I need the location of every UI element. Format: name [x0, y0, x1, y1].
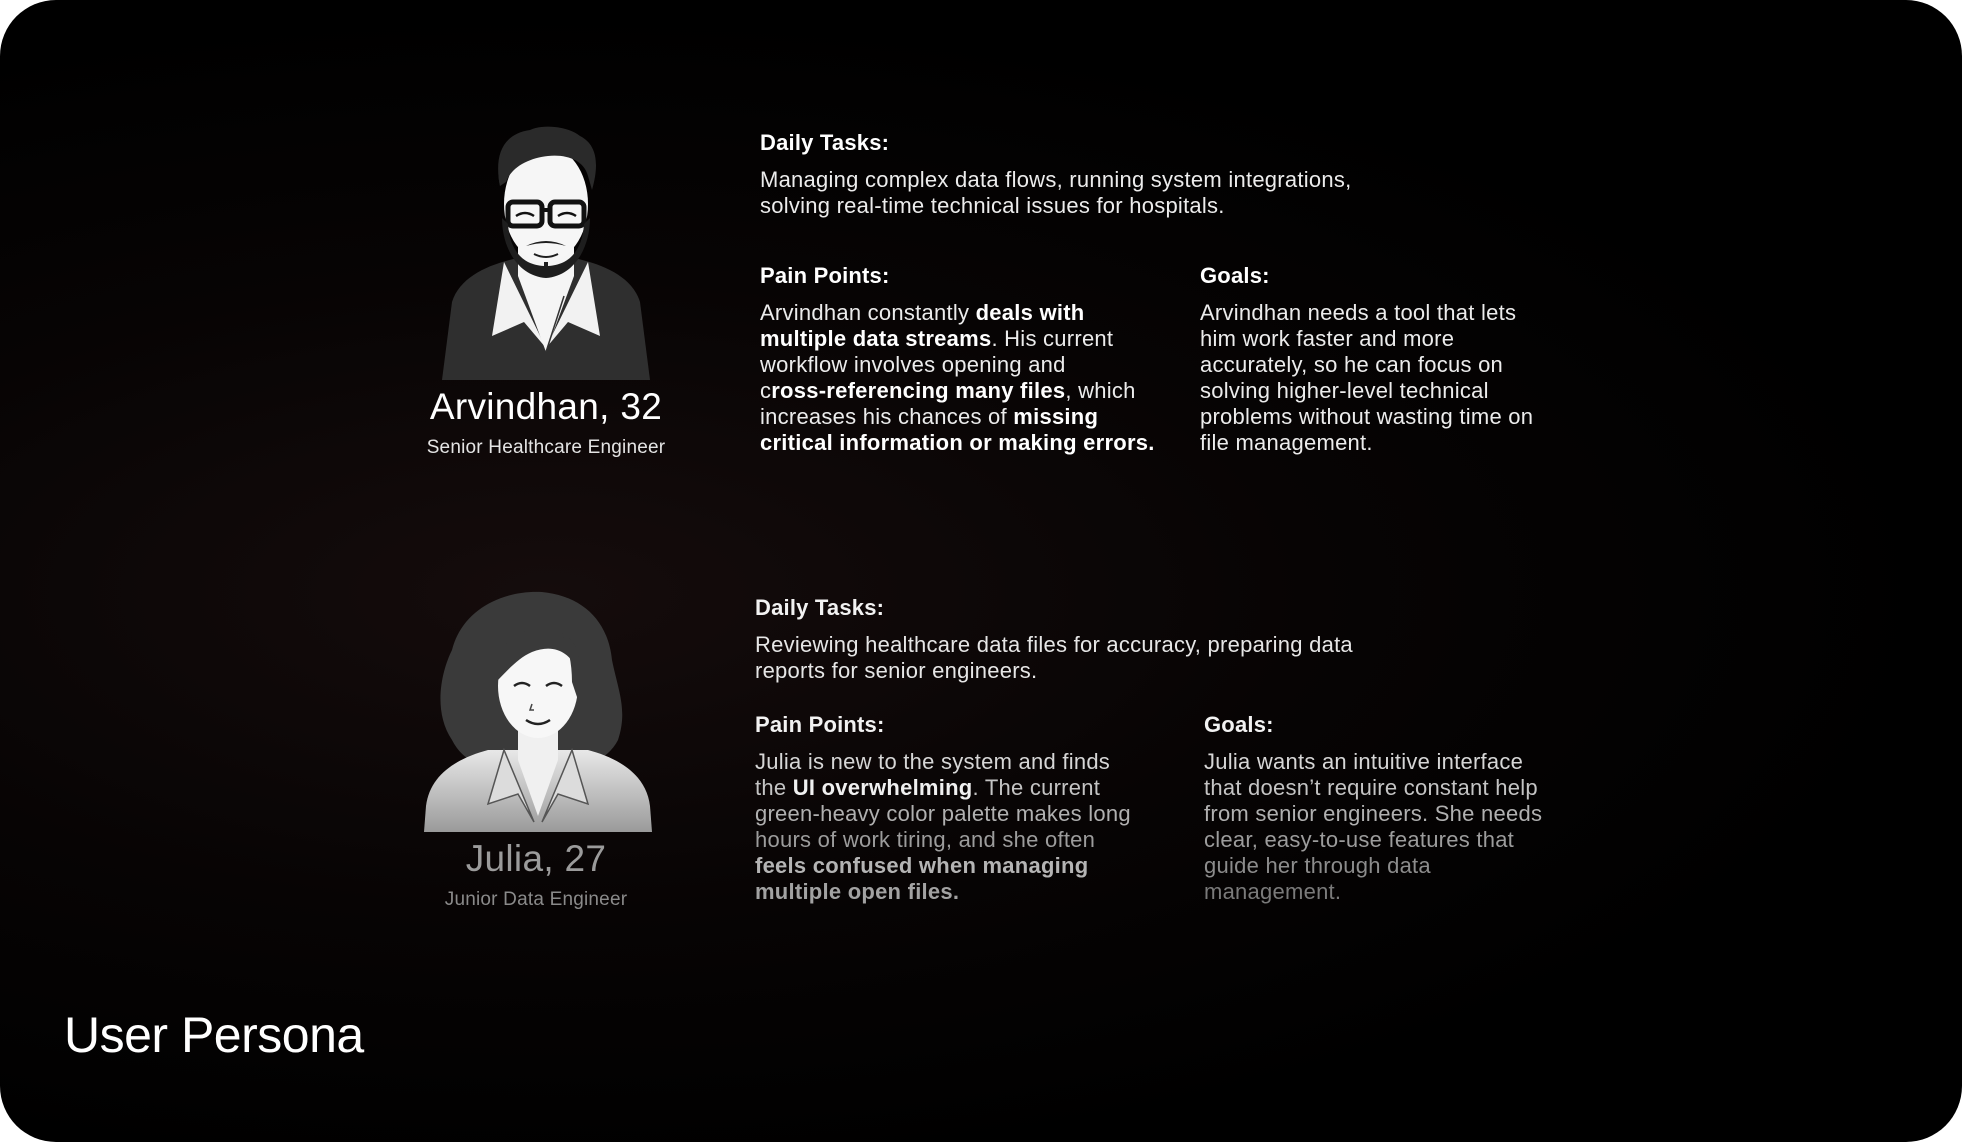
- daily-tasks-text: [755, 632, 1435, 684]
- pain-points-line: [755, 801, 1175, 827]
- goals-line: from senior engineers. She needs: [1204, 801, 1543, 826]
- goals-line: him work faster and more: [1200, 326, 1455, 351]
- goals-line: clear, easy-to-use features that: [1204, 827, 1515, 852]
- goals-line: that doesn’t require constant help: [1204, 775, 1538, 800]
- pain-points-line: [760, 352, 1180, 378]
- goals-text: [1204, 749, 1624, 905]
- pain-points-line: [760, 300, 1180, 326]
- persona-name: Arvindhan, 32: [429, 386, 663, 427]
- pain-points-line: [755, 775, 1175, 801]
- daily-tasks-text: [760, 167, 1420, 219]
- pain-points-line: [755, 749, 1175, 775]
- goals-line: problems without wasting time on: [1200, 404, 1534, 429]
- pain-points-label: Pain Points:: [760, 263, 890, 288]
- text-segment: hours of work tiring, and she often: [755, 827, 1096, 852]
- text-segment: Julia is new to the system and finds: [755, 749, 1111, 774]
- text-segment: c: [760, 378, 772, 403]
- page-title: User Persona: [64, 1007, 364, 1063]
- text-segment: . The current: [972, 775, 1101, 800]
- text-segment: the: [755, 775, 793, 800]
- emphasis-text: multiple open files.: [755, 879, 960, 904]
- pain-points-line: [760, 326, 1180, 352]
- goals-label: Goals:: [1204, 712, 1274, 737]
- text-segment: , which: [1065, 378, 1136, 403]
- goals-line: Julia wants an intuitive interface: [1204, 749, 1524, 774]
- emphasis-text: deals with: [975, 300, 1085, 325]
- goals-line: guide her through data: [1204, 853, 1431, 878]
- daily-tasks-line: Reviewing healthcare data files for accuracy, preparing data: [755, 632, 1353, 657]
- emphasis-text: feels confused when managing: [755, 853, 1089, 878]
- emphasis-text: multiple data streams: [760, 326, 992, 351]
- pain-points-line: [755, 853, 1175, 879]
- persona-role: Junior Data Engineer: [444, 889, 628, 910]
- text-segment: green-heavy color palette makes long: [755, 801, 1131, 826]
- text-segment: Arvindhan constantly: [760, 300, 976, 325]
- goals-line: solving higher-level technical: [1200, 378, 1489, 403]
- goals-line: management.: [1204, 879, 1342, 904]
- daily-tasks-line: Managing complex data flows, running system integrations,: [760, 167, 1352, 192]
- emphasis-text: critical information or making errors.: [760, 430, 1155, 455]
- pain-points-line: [760, 430, 1180, 456]
- goals-line: Arvindhan needs a tool that lets: [1200, 300, 1517, 325]
- pain-points-text: [760, 300, 1180, 456]
- pain-points-line: [760, 404, 1180, 430]
- persona-name: Julia, 27: [465, 838, 607, 879]
- pain-points-text: [755, 749, 1175, 905]
- goals-label: Goals:: [1200, 263, 1270, 288]
- pain-points-label: Pain Points:: [755, 712, 885, 737]
- persona-role: Senior Healthcare Engineer: [426, 437, 666, 458]
- emphasis-text: missing: [1013, 404, 1099, 429]
- goals-text: [1200, 300, 1620, 456]
- woman-avatar-icon: [422, 590, 654, 832]
- pain-points-line: [755, 827, 1175, 853]
- pain-points-line: [760, 378, 1180, 404]
- daily-tasks-label: Daily Tasks:: [755, 595, 885, 620]
- emphasis-text: UI overwhelming: [792, 775, 973, 800]
- text-segment: workflow involves opening and: [760, 352, 1066, 377]
- pain-points-line: [755, 879, 1175, 905]
- goals-line: file management.: [1200, 430, 1373, 455]
- daily-tasks-line: solving real-time technical issues for hospitals.: [760, 193, 1225, 218]
- goals-line: accurately, so he can focus on: [1200, 352, 1504, 377]
- man-avatar-icon: [438, 126, 654, 380]
- text-segment: increases his chances of: [760, 404, 1014, 429]
- daily-tasks-line: reports for senior engineers.: [755, 658, 1038, 683]
- emphasis-text: ross-referencing many files: [771, 378, 1066, 403]
- daily-tasks-label: Daily Tasks:: [760, 130, 890, 155]
- text-segment: . His current: [991, 326, 1114, 351]
